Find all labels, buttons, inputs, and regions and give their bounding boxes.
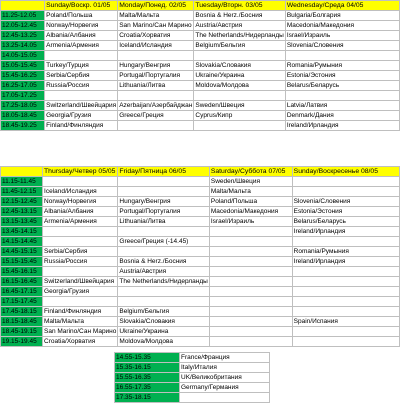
table-row <box>1 317 400 327</box>
time-cell[interactable]: 12.15-12.45 <box>1 197 43 207</box>
time-cell[interactable]: 11.45-12.15 <box>1 187 43 197</box>
country-cell[interactable]: Denmark/Дания <box>285 111 399 121</box>
time-cell[interactable]: 19.15-19.45 <box>1 337 43 347</box>
country-cell[interactable]: Portugal/Португалия <box>118 71 194 81</box>
header-row <box>1 167 400 177</box>
country-cell[interactable]: Austria/Австрия <box>194 21 285 31</box>
country-cell[interactable] <box>209 227 292 237</box>
country-cell[interactable]: Switzerland/Швейцария <box>46 102 117 109</box>
country-cell[interactable]: Ireland/Ирландия <box>292 257 399 267</box>
time-cell[interactable]: 17.35-18.15 <box>115 393 180 403</box>
country-cell[interactable] <box>209 317 292 327</box>
time-cell[interactable]: 14.15-14.45 <box>1 237 43 247</box>
country-cell[interactable] <box>43 177 118 187</box>
table-row <box>1 111 400 121</box>
country-cell[interactable]: Israel/Израиль <box>285 31 399 41</box>
country-cell[interactable]: Georgia/Грузия <box>43 287 118 297</box>
table-row <box>1 51 400 61</box>
time-cell[interactable]: 16.45-17.15 <box>1 287 43 297</box>
country-cell[interactable]: Sweden/Швеция <box>194 101 285 111</box>
country-cell[interactable]: Poland/Польша <box>209 197 292 207</box>
table-row <box>1 257 400 267</box>
table-row <box>115 383 270 393</box>
country-cell[interactable] <box>292 297 399 307</box>
country-cell[interactable]: Estonia/Эстония <box>292 207 399 217</box>
country-cell[interactable]: Lithuania/Литва <box>118 81 194 91</box>
table-row <box>1 81 400 91</box>
time-cell[interactable]: 17.45-18.15 <box>1 307 43 317</box>
time-cell[interactable]: 17.25-18.05 <box>1 101 45 111</box>
country-cell[interactable] <box>209 257 292 267</box>
table-row <box>1 197 400 207</box>
time-cell[interactable]: 12.05-12.45 <box>1 21 45 31</box>
time-cell[interactable]: 14.45-15.15 <box>1 247 43 257</box>
header-corner <box>1 1 45 11</box>
time-cell[interactable]: 17.05-17.25 <box>1 91 45 101</box>
country-cell[interactable]: San Marino/Сан Марино <box>44 328 117 335</box>
country-cell[interactable]: Cyprus/Кипр <box>194 111 285 121</box>
country-cell[interactable] <box>118 297 209 307</box>
country-cell[interactable]: The Netherlands/Нидерланды <box>195 32 284 39</box>
time-cell[interactable]: 15.05-15.45 <box>1 61 45 71</box>
country-cell[interactable] <box>118 121 194 131</box>
time-cell[interactable]: 18.15-18.45 <box>1 317 43 327</box>
country-cell[interactable]: Malta/Мальта <box>43 317 118 327</box>
country-cell[interactable]: Norway/Норвегия <box>43 197 118 207</box>
country-cell[interactable]: Hungary/Венгрия <box>118 197 209 207</box>
country-cell[interactable] <box>118 247 209 257</box>
table-row <box>1 337 400 347</box>
time-cell[interactable]: 16.25-17.05 <box>1 81 45 91</box>
country-cell[interactable] <box>43 237 118 247</box>
time-cell[interactable]: 13.45-14.15 <box>1 227 43 237</box>
table-row <box>1 227 400 237</box>
table-row <box>1 41 400 51</box>
country-cell[interactable]: Moldova/Молдова <box>194 81 285 91</box>
table-row <box>1 71 400 81</box>
time-cell[interactable]: 18.05-18.45 <box>1 111 45 121</box>
country-cell[interactable]: Belgium/Бельгия <box>118 307 209 317</box>
table-row <box>1 267 400 277</box>
time-cell[interactable]: 11.15-11.45 <box>1 177 43 187</box>
country-cell[interactable] <box>209 327 292 337</box>
time-cell[interactable]: 11.25-12.05 <box>1 11 45 21</box>
time-cell[interactable]: 15.15-15.45 <box>1 257 43 267</box>
time-cell[interactable]: 17.15-17.45 <box>1 297 43 307</box>
country-cell[interactable]: Spain/Испания <box>292 317 399 327</box>
time-cell[interactable]: 15.45-16.25 <box>1 71 45 81</box>
country-cell[interactable]: Bosnia & Herz./Босния <box>194 11 285 21</box>
country-cell[interactable]: Belarus/Беларусь <box>292 217 399 227</box>
country-cell[interactable]: Iceland/Исландия <box>43 187 118 197</box>
country-cell[interactable]: Romania/Румыния <box>292 247 399 257</box>
country-cell[interactable] <box>285 51 399 61</box>
country-cell[interactable] <box>45 51 118 61</box>
country-cell[interactable]: Bosnia & Herz./Босния <box>118 257 209 267</box>
country-cell[interactable] <box>43 297 118 307</box>
country-cell[interactable]: Malta/Мальта <box>209 187 292 197</box>
country-cell[interactable]: Bulgaria/Болгария <box>285 11 399 21</box>
time-cell[interactable]: 16.15-16.45 <box>1 277 43 287</box>
country-cell[interactable] <box>194 51 285 61</box>
table-row <box>1 187 400 197</box>
country-cell[interactable] <box>118 91 194 101</box>
country-cell[interactable] <box>209 287 292 297</box>
country-cell[interactable]: Moldova/Молдова <box>118 337 209 347</box>
country-cell[interactable] <box>209 337 292 347</box>
country-cell[interactable]: Portugal/Португалия <box>118 207 209 217</box>
country-cell[interactable]: Belgium/Бельгия <box>194 41 285 51</box>
country-cell[interactable] <box>292 267 399 277</box>
country-cell[interactable]: Finland/Финляндия <box>45 121 118 131</box>
country-cell[interactable] <box>194 121 285 131</box>
time-cell[interactable]: 15.35-16.15 <box>115 363 180 373</box>
country-cell[interactable]: Greece/Греция <box>118 111 194 121</box>
header-cell: Wednesday/Среда 04/05 <box>285 1 399 11</box>
table-row <box>1 177 400 187</box>
header-cell: Sunday/Воскр. 01/05 <box>45 1 118 11</box>
country-cell[interactable] <box>118 177 209 187</box>
country-cell[interactable]: Ukraine/Украина <box>118 327 209 337</box>
time-cell[interactable]: 13.15-13.45 <box>1 217 43 227</box>
header-cell: Friday/Пятница 06/05 <box>118 167 209 177</box>
table-row <box>1 287 400 297</box>
schedule-table-week1 <box>0 0 400 131</box>
country-cell[interactable]: The Netherlands/Нидерланды <box>119 278 208 285</box>
time-cell[interactable]: 13.25-14.05 <box>1 41 45 51</box>
country-cell[interactable] <box>209 237 292 247</box>
country-cell[interactable]: Austria/Австрия <box>118 267 209 277</box>
country-cell[interactable] <box>292 337 399 347</box>
header-cell: Monday/Понед. 02/05 <box>118 1 194 11</box>
country-cell[interactable] <box>209 307 292 317</box>
country-cell[interactable]: Norway/Норвегия <box>45 21 118 31</box>
country-cell[interactable] <box>285 91 399 101</box>
country-cell[interactable]: Serbia/Сербия <box>45 71 118 81</box>
country-cell[interactable]: Belarus/Беларусь <box>285 81 399 91</box>
country-cell[interactable] <box>118 287 209 297</box>
country-cell[interactable] <box>118 227 209 237</box>
country-cell[interactable]: Slovenia/Словения <box>285 41 399 51</box>
time-cell[interactable]: 18.45-19.15 <box>1 327 43 337</box>
country-cell[interactable]: Hungary/Венгрия <box>118 61 194 71</box>
table-row <box>1 237 400 247</box>
country-cell[interactable]: Sweden/Швеция <box>209 177 292 187</box>
header-cell: Thursday/Четвер 05/05 <box>43 167 118 177</box>
country-cell[interactable]: Albania/Албания <box>43 207 118 217</box>
country-cell[interactable] <box>118 51 194 61</box>
time-cell[interactable]: 18.45-19.25 <box>1 121 45 131</box>
table-row <box>115 353 270 363</box>
country-cell[interactable]: Croatia/Хорватия <box>118 31 194 41</box>
time-cell[interactable]: 12.45-13.25 <box>1 31 45 41</box>
country-cell[interactable] <box>43 267 118 277</box>
time-cell[interactable]: 12.45-13.15 <box>1 207 43 217</box>
table-row <box>1 297 400 307</box>
country-cell[interactable] <box>292 307 399 317</box>
table-row <box>115 393 270 403</box>
country-cell[interactable]: France/Франция <box>180 353 270 363</box>
table-row <box>1 277 400 287</box>
time-cell[interactable]: 15.55-16.35 <box>115 373 180 383</box>
country-cell[interactable] <box>209 267 292 277</box>
country-cell[interactable]: Romania/Румыния <box>285 61 399 71</box>
final-schedule-table <box>114 352 270 403</box>
header-cell: Saturday/Суббота 07/05 <box>209 167 292 177</box>
table-row <box>1 31 400 41</box>
header-cell: Tuesday/Вторн. 03/05 <box>194 1 285 11</box>
country-cell[interactable] <box>292 277 399 287</box>
table-row <box>1 217 400 227</box>
country-cell[interactable]: Greece/Греция (-14.45) <box>118 237 209 247</box>
time-cell[interactable]: 15.45-16.15 <box>1 267 43 277</box>
country-cell[interactable] <box>43 227 118 237</box>
country-cell[interactable] <box>180 393 270 403</box>
country-cell[interactable]: Turkey/Турция <box>45 61 118 71</box>
country-cell[interactable]: Switzerland/Швейцария <box>43 277 118 287</box>
time-cell[interactable]: 16.55-17.35 <box>115 383 180 393</box>
country-cell[interactable]: Armenia/Армения <box>43 217 118 227</box>
country-cell[interactable]: San Marino/Сан Марино <box>118 21 194 31</box>
table-row <box>1 11 400 21</box>
header-cell: Sunday/Воскресенье 08/05 <box>292 167 399 177</box>
country-cell[interactable]: Israel/Израиль <box>209 217 292 227</box>
country-cell[interactable] <box>118 187 209 197</box>
country-cell[interactable]: Azerbaijan/Азербайджан <box>119 102 193 109</box>
country-cell[interactable]: Iceland/Исландия <box>118 41 194 51</box>
country-cell[interactable]: Germany/Германия <box>180 383 270 393</box>
country-cell[interactable]: Lithuania/Литва <box>118 217 209 227</box>
country-cell[interactable]: Ukraine/Украина <box>194 71 285 81</box>
country-cell[interactable]: Malta/Мальта <box>118 11 194 21</box>
table-row <box>1 21 400 31</box>
country-cell[interactable]: Italy/Италия <box>180 363 270 373</box>
table-row <box>115 363 270 373</box>
header-row <box>1 1 400 11</box>
country-cell[interactable] <box>292 177 399 187</box>
country-cell[interactable] <box>209 247 292 257</box>
country-cell[interactable] <box>292 187 399 197</box>
table-row <box>115 373 270 383</box>
country-cell[interactable]: Armenia/Армения <box>45 41 118 51</box>
country-cell[interactable]: Serbia/Сербия <box>43 247 118 257</box>
country-cell[interactable]: Finland/Финляндия <box>43 307 118 317</box>
time-cell[interactable]: 14.55-15.35 <box>115 353 180 363</box>
country-cell[interactable]: Ireland/Ирландия <box>292 227 399 237</box>
country-cell[interactable] <box>45 91 118 101</box>
table-row <box>1 91 400 101</box>
country-cell[interactable]: Croatia/Хорватия <box>43 337 118 347</box>
table-row <box>1 101 400 111</box>
country-cell[interactable]: Latvia/Латвия <box>285 101 399 111</box>
country-cell[interactable]: Slovakia/Словакия <box>194 61 285 71</box>
table-row <box>1 207 400 217</box>
country-cell[interactable] <box>292 327 399 337</box>
country-cell[interactable]: Macedonia/Македония <box>285 21 399 31</box>
country-cell[interactable]: Slovenia/Словения <box>292 197 399 207</box>
country-cell[interactable]: UK/Великобритания <box>180 373 270 383</box>
country-cell[interactable]: Slovakia/Словакия <box>118 317 209 327</box>
schedule-table-week2 <box>0 166 400 347</box>
table-row <box>1 307 400 317</box>
table-row <box>1 121 400 131</box>
country-cell[interactable]: Albania/Албания <box>45 31 118 41</box>
table-row <box>1 247 400 257</box>
country-cell[interactable]: Georgia/Грузия <box>45 111 118 121</box>
country-cell[interactable] <box>209 297 292 307</box>
header-corner <box>1 167 43 177</box>
time-cell[interactable]: 14.05-15.05 <box>1 51 45 61</box>
country-cell[interactable] <box>209 277 292 287</box>
country-cell[interactable]: Ireland/Ирландия <box>285 121 399 131</box>
country-cell[interactable] <box>292 287 399 297</box>
table-row <box>1 327 400 337</box>
country-cell[interactable] <box>292 237 399 247</box>
country-cell[interactable]: Macedonia/Македония <box>209 207 292 217</box>
country-cell[interactable]: Estonia/Эстония <box>285 71 399 81</box>
table-row <box>1 61 400 71</box>
country-cell[interactable]: Russia/Россия <box>43 257 118 267</box>
country-cell[interactable]: Poland/Польша <box>45 11 118 21</box>
country-cell[interactable] <box>194 91 285 101</box>
country-cell[interactable]: Russia/Россия <box>45 81 118 91</box>
